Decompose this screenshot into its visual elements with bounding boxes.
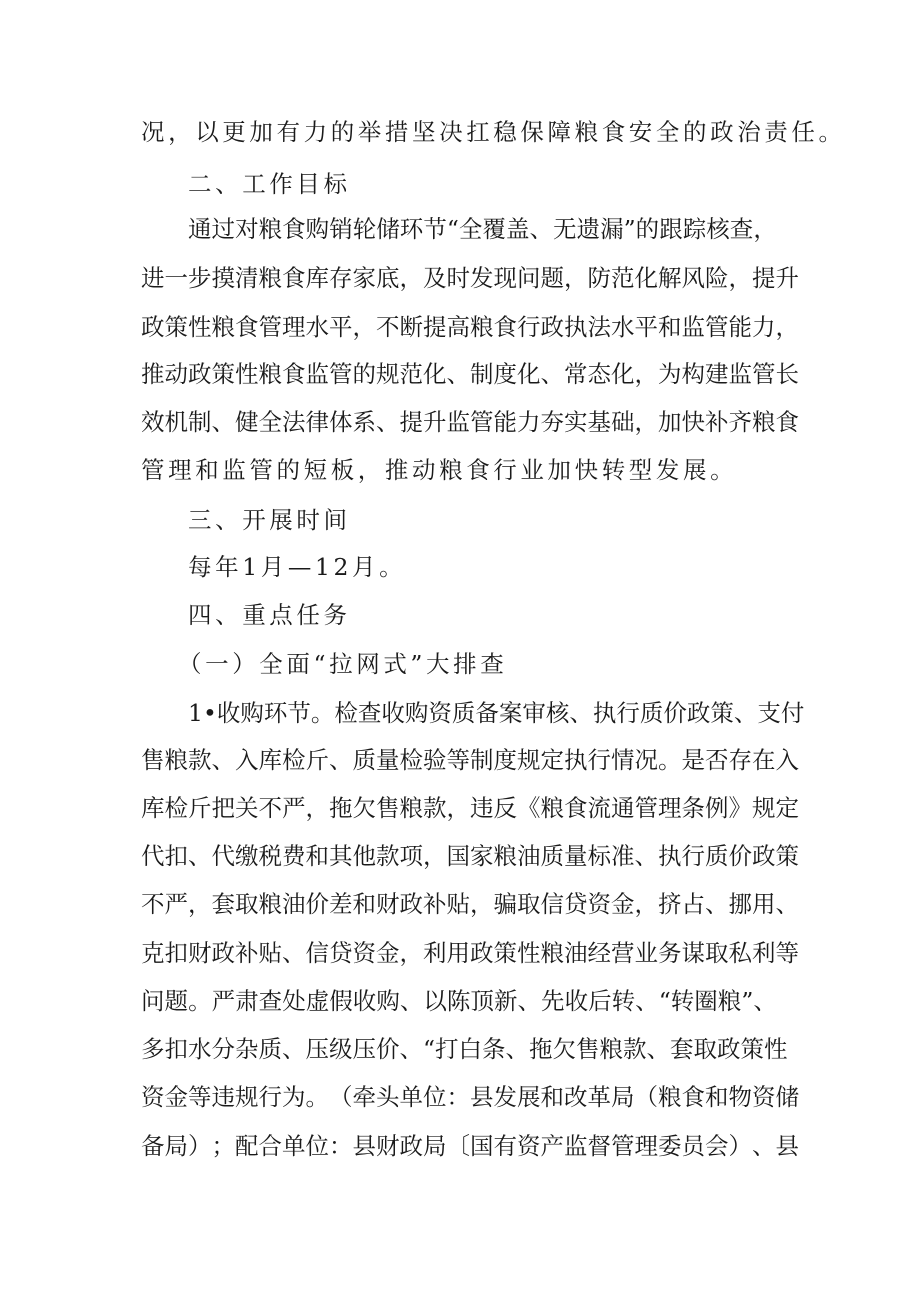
text-line: 售 粮 款 、 入 库 检 斤 、 质 量 检 验 等 制 度 规 定 执 行 情 况 。 是 否 存 在 入: [141, 746, 799, 774]
text-line: 不 严 ， 套 取 粮 油 价 差 和 财 政 补 贴 ， 骗 取 信 贷 资 金 ， 挤 占 、 挪 用 、: [141, 890, 799, 918]
text-line: 推 动 政 策 性 粮 食 监 管 的 规 范 化 、 制 度 化 、 常 态 化 ， 为 构 建 监 管 长: [141, 360, 799, 388]
text-line: 进 一 步 摸 清 粮 食 库 存 家 底 ， 及 时 发 现 问 题 ， 防 范 化 解 风 险 ， 提 升: [141, 264, 799, 292]
text-line: 四、重点任务: [188, 601, 351, 629]
text-line: 每年1月—12月。: [188, 553, 407, 581]
text-line: 况，以更加有力的举措坚决扛稳保障粮食安全的政治责任。: [141, 118, 846, 146]
text-line: 效 机 制 、 健 全 法 律 体 系 、 提 升 监 管 能 力 夯 实 基 础 ， 加 快 补 齐 粮 食: [141, 408, 799, 436]
text-line: 通 过 对 粮 食 购 销 轮 储 环 节 “ 全 覆 盖 、 无 遗 漏 ” 的 跟 踪 核 查 ，: [188, 215, 777, 243]
text-line: 问 题 。 严 肃 查 处 虚 假 收 购 、 以 陈 顶 新 、 先 收 后 转 、 “ 转 圈 粮 ” 、: [141, 987, 777, 1015]
text-line: 备 局 ） ； 配 合 单 位 ： 县 财 政 局 〔 国 有 资 产 监 督 管 理 委 员 会 ） 、 县: [141, 1132, 799, 1160]
text-line: 政 策 性 粮 食 管 理 水 平 ， 不 断 提 高 粮 食 行 政 执 法 水 平 和 监 管 能 力 ，: [141, 313, 799, 341]
text-line: 管理和监管的短板，推动粮食行业加快转型发展。: [141, 456, 738, 484]
text-line: （一）全面“拉网式”大排查: [178, 650, 508, 678]
text-line: 库 检 斤 把 关 不 严 ， 拖 欠 售 粮 款 ， 违 反 《 粮 食 流 通 管 理 条 例 》 规 定: [141, 794, 799, 822]
text-line: 1 • 收 购 环 节 。 检 查 收 购 资 质 备 案 审 核 、 执 行 质 价 政 策 、 支 付: [188, 699, 805, 727]
text-line: 代 扣 、 代 缴 税 费 和 其 他 款 项 ， 国 家 粮 油 质 量 标 准 、 执 行 质 价 政 策: [141, 842, 799, 870]
text-line: 二、工作目标: [188, 170, 351, 198]
text-line: 克 扣 财 政 补 贴 、 信 贷 资 金 ， 利 用 政 策 性 粮 油 经 营 业 务 谋 取 私 利 等: [141, 939, 799, 967]
text-line: 多 扣 水 分 杂 质 、 压 级 压 价 、 “ 打 白 条 、 拖 欠 售 粮 款 、 套 取 政 策 性: [141, 1035, 788, 1063]
text-line: 资 金 等 违 规 行 为 。 （ 牵 头 单 位 ： 县 发 展 和 改 革 局 （ 粮 食 和 物 资 储: [141, 1083, 799, 1111]
text-line: 三、开展时间: [188, 506, 351, 534]
